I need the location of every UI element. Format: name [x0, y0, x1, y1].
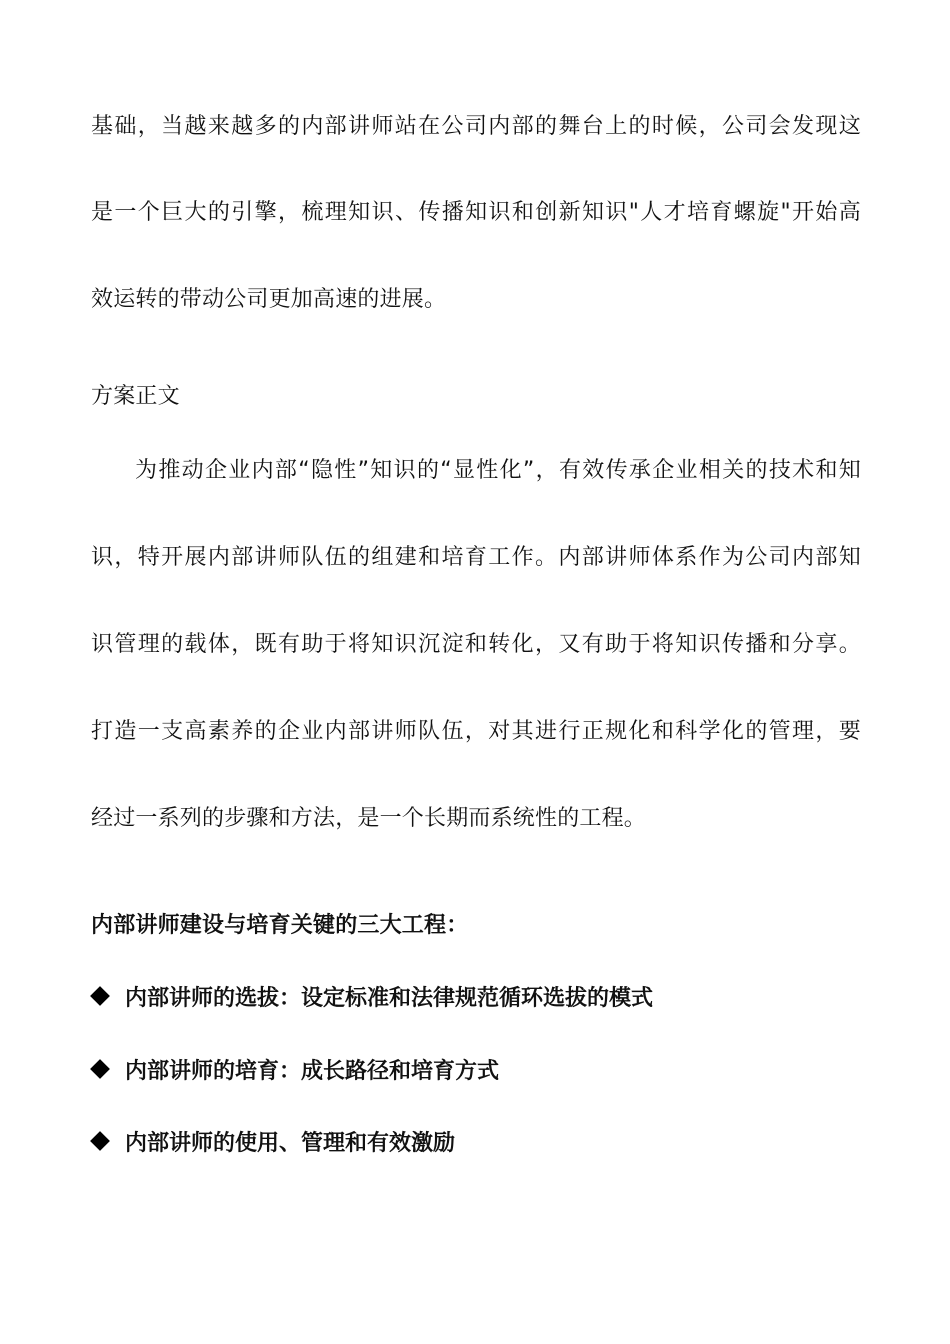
body-line-5: 经过一系列的步骤和方法，是一个长期而系统性的工程。: [91, 806, 647, 831]
body-line-2: 识，特开展内部讲师队伍的组建和培育工作。内部讲师体系作为公司内部知: [91, 545, 861, 570]
diamond-bullet-icon: [90, 1131, 110, 1151]
list-item-text: 内部讲师的选拔：设定标准和法律规范循环选拔的模式: [125, 986, 654, 1011]
body-line-4: 打造一支高素养的企业内部讲师队伍，对其进行正规化和科学化的管理，要: [91, 719, 861, 744]
list-item: [91, 983, 653, 1015]
section-heading: 方案正文: [91, 384, 180, 409]
diamond-bullet-icon: [90, 1059, 110, 1079]
body-line-1: 为推动企业内部“隐性”知识的“显性化”，有效传承企业相关的技术和知: [135, 458, 861, 483]
list-item: [91, 1056, 499, 1088]
key-projects-title: 内部讲师建设与培育关键的三大工程：: [91, 913, 469, 938]
diamond-bullet-icon: [90, 986, 110, 1006]
intro-line-2: 是一个巨大的引擎，梳理知识、传播知识和创新知识"人才培育螺旋"开始高: [91, 200, 861, 225]
list-item-text: 内部讲师的培育：成长路径和培育方式: [125, 1059, 500, 1084]
intro-line-1: 基础，当越来越多的内部讲师站在公司内部的舞台上的时候，公司会发现这: [91, 114, 861, 139]
body-line-3: 识管理的载体，既有助于将知识沉淀和转化，又有助于将知识传播和分享。: [91, 632, 861, 657]
list-item: [91, 1128, 455, 1160]
list-item-text: 内部讲师的使用、管理和有效激励: [125, 1131, 456, 1156]
intro-line-3: 效运转的带动公司更加高速的进展。: [91, 287, 447, 312]
